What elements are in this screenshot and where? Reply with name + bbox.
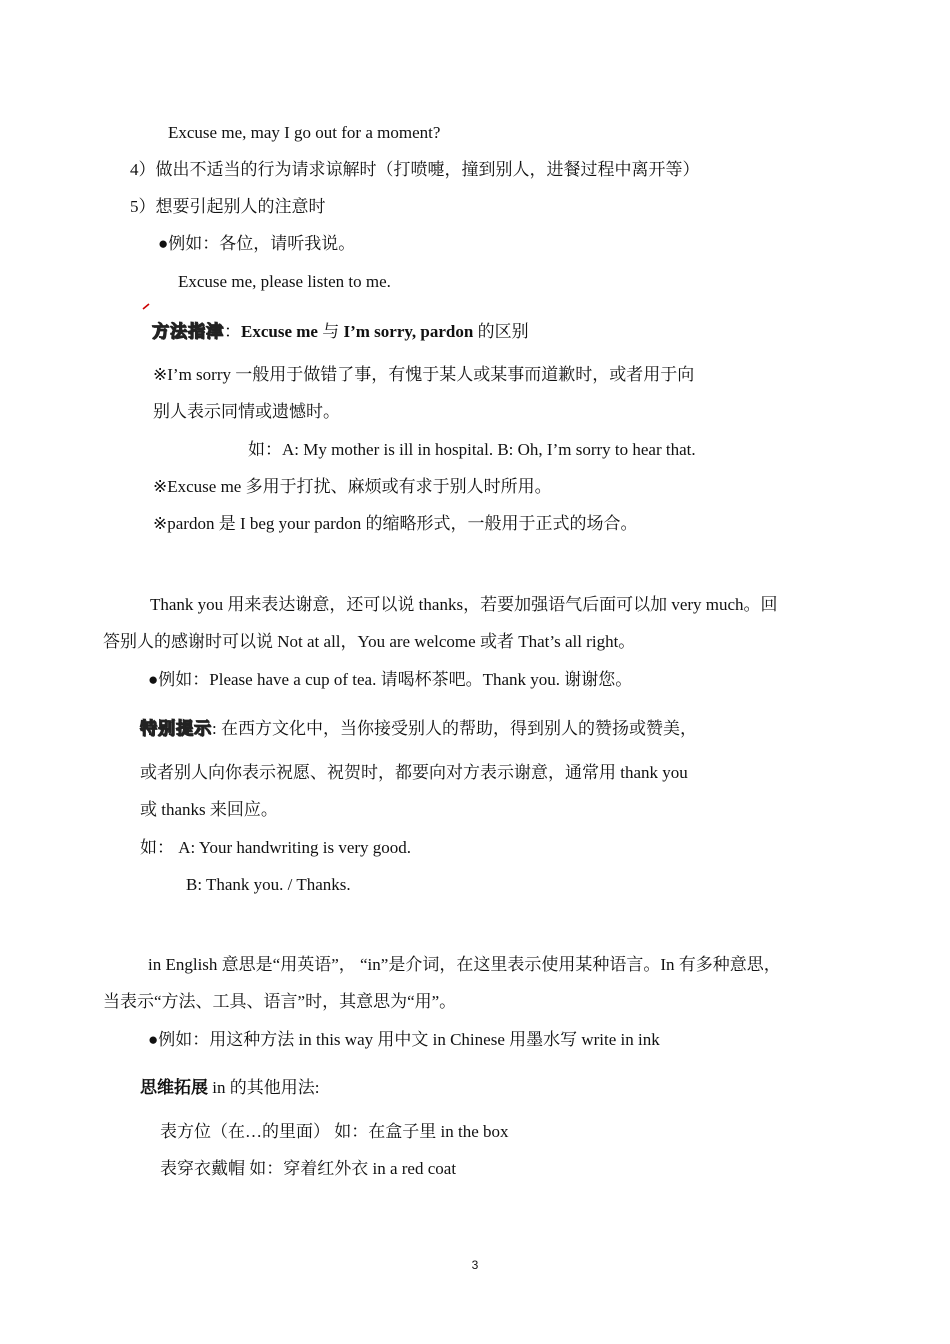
tip-colon: ：: [224, 322, 241, 341]
paragraph-line: Thank you 用来表达谢意，还可以说 thanks，若要加强语气后面可以加 very much。回: [150, 595, 778, 614]
paragraph-line: 答别人的感谢时可以说 Not at all，You are welcome 或者 That’s all right。: [103, 632, 636, 651]
tip-connector: 与: [317, 322, 344, 341]
extension-text: in 的其他用法:: [208, 1078, 320, 1097]
paragraph-line: 当表示“方法、工具、语言”时，其意思为“用”。: [103, 992, 457, 1011]
example-line: ●例如：各位，请听我说。: [158, 234, 356, 253]
tip-example: 如：A: My mother is ill in hospital. B: Oh, I’m sorry to hear that.: [248, 440, 696, 459]
extension-item: 表方位（在…的里面） 如：在盒子里 in the box: [160, 1122, 509, 1141]
usage-item-5: 5）想要引起别人的注意时: [130, 197, 326, 216]
example-line: ●例如：Please have a cup of tea. 请喝杯茶吧。Thank you. 谢谢您。: [148, 670, 633, 689]
extension-heading: [140, 1077, 319, 1099]
tip-note-cont: 别人表示同情或遗憾时。: [153, 402, 340, 421]
dialogue-a: 如： A: Your handwriting is very good.: [140, 838, 412, 857]
tip-term-2: I’m sorry, pardon: [343, 322, 474, 341]
paragraph-line: in English 意思是“用英语”， “in”是介词，在这里表示使用某种语言。In 有多种意思，: [148, 955, 781, 974]
paragraph-line: 或者别人向你表示祝愿、祝贺时，都要向对方表示谢意，通常用 thank you: [140, 763, 688, 782]
example-sentence: Excuse me, please listen to me.: [178, 272, 391, 291]
special-tip-text: : 在西方文化中，当你接受别人的帮助，得到别人的赞扬或赞美，: [212, 719, 697, 738]
tip-note: ※I’m sorry 一般用于做错了事，有愧于某人或某事而道歉时，或者用于向: [153, 365, 695, 384]
extension-item: 表穿衣戴帽 如：穿着红外衣 in a red coat: [160, 1159, 457, 1178]
method-tip-heading: [152, 321, 529, 343]
example-sentence: Excuse me, may I go out for a moment?: [168, 123, 441, 142]
tip-end: 的区别: [473, 322, 529, 341]
tip-term-1: Excuse me: [241, 322, 318, 341]
usage-item-4: 4）做出不适当的行为请求谅解时（打喷嚏，撞到别人，进餐过程中离开等）: [130, 160, 700, 179]
page-number: 3: [471, 1258, 479, 1272]
example-line: ●例如：用这种方法 in this way 用中文 in Chinese 用墨水写 write in ink: [148, 1030, 660, 1049]
special-tip-tag: 特别提示: [140, 719, 212, 738]
paragraph-line: 或 thanks 来回应。: [140, 800, 278, 819]
dialogue-b: B: Thank you. / Thanks.: [186, 875, 351, 894]
tip-note: ※pardon 是 I beg your pardon 的缩略形式，一般用于正式的场合。: [153, 514, 638, 533]
extension-tag: 思维拓展: [140, 1078, 208, 1098]
special-tip-line: [140, 718, 697, 740]
red-mark-icon: [142, 302, 150, 310]
method-tip-tag: 方法指津: [152, 322, 224, 341]
tip-note: ※Excuse me 多用于打扰、麻烦或有求于别人时所用。: [153, 477, 552, 496]
